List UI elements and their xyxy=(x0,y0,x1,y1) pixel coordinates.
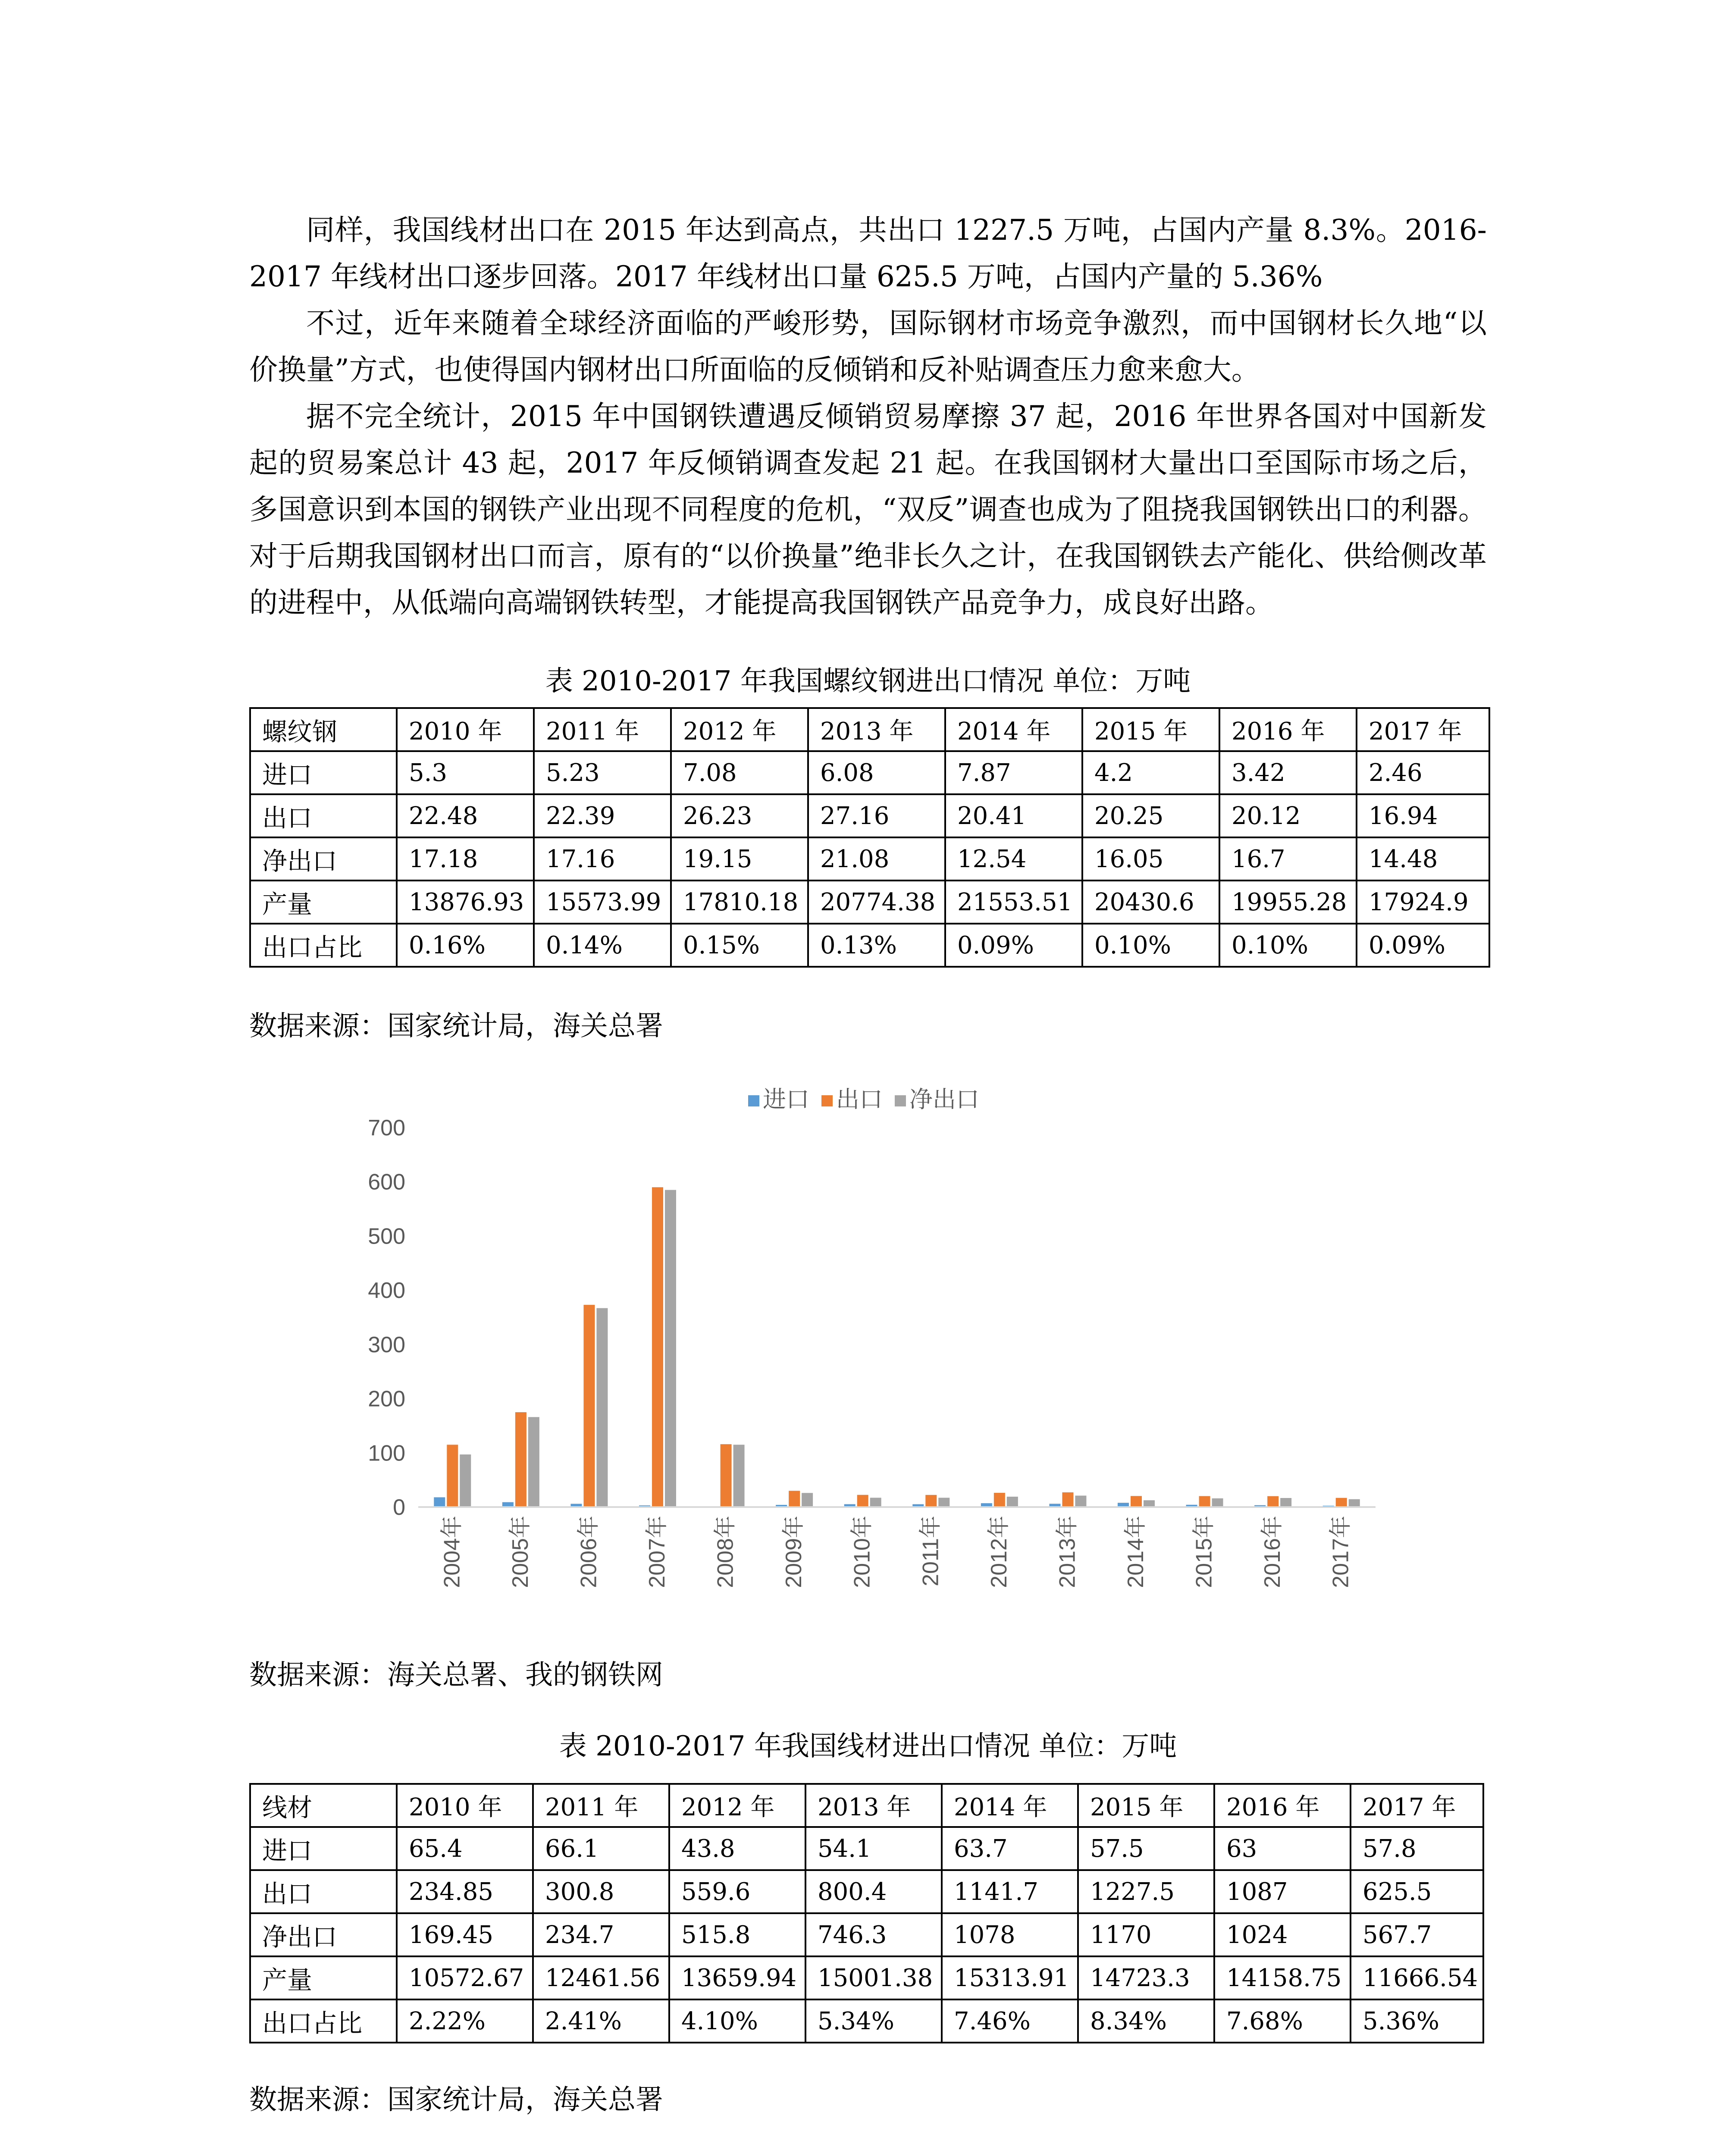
row-label-cell: 出口占比 xyxy=(250,1999,397,2043)
table1-caption: 表 2010-2017 年我国螺纹钢进出口情况 单位：万吨 xyxy=(545,665,1191,697)
bar-export xyxy=(1199,1496,1210,1507)
table-cell: 13876.93 xyxy=(397,881,534,924)
table-cell: 17924.9 xyxy=(1357,881,1489,924)
paragraph-trade-pressure: 不过，近年来随着全球经济面临的严峻形势，国际钢材市场竞争激烈，而中国钢材长久地“以价换量”方式，也使得国内钢材出口所面临的反倾销和反补贴调查压力愈来愈大。 xyxy=(249,307,1487,386)
table-cell: 14723.3 xyxy=(1078,1956,1214,1999)
y-tick-label: 100 xyxy=(368,1441,405,1466)
table-row xyxy=(250,1870,1483,1913)
row-label-cell: 净出口 xyxy=(250,1913,397,1956)
bar-net-export xyxy=(1212,1498,1223,1507)
table-cell: 7.46% xyxy=(942,1999,1078,2043)
table-cell: 63.7 xyxy=(942,1827,1078,1870)
table-cell: 169.45 xyxy=(397,1913,533,1956)
x-tick-label: 2014年 xyxy=(1123,1516,1148,1588)
row-label-cell: 净出口 xyxy=(250,837,397,881)
table-cell: 515.8 xyxy=(669,1913,805,1956)
table-cell: 7.87 xyxy=(945,751,1082,794)
table-row xyxy=(250,751,1489,794)
table-cell: 15313.91 xyxy=(942,1956,1078,1999)
x-tick-label: 2004年 xyxy=(439,1516,465,1588)
table-cell: 0.10% xyxy=(1219,924,1357,967)
table-cell: 21.08 xyxy=(808,837,945,881)
table-header-cell: 2013 年 xyxy=(805,1784,942,1827)
table-row xyxy=(250,1999,1483,2043)
bar-export xyxy=(1336,1498,1347,1507)
table-cell: 43.8 xyxy=(669,1827,805,1870)
y-tick-label: 400 xyxy=(368,1278,405,1304)
row-label-cell: 产量 xyxy=(250,881,397,924)
table-header-cell: 2017 年 xyxy=(1351,1784,1483,1827)
paragraph-wire-export: 同样，我国线材出口在 2015 年达到高点，共出口 1227.5 万吨，占国内产量 8.3%。2016-2017 年线材出口逐步回落。2017 年线材出口量 625.5 万吨，占国内产量的 5.36% xyxy=(249,213,1487,293)
table-cell: 57.8 xyxy=(1351,1827,1483,1870)
table-cell: 20.25 xyxy=(1082,794,1219,837)
table-cell: 0.14% xyxy=(534,924,671,967)
bar-import xyxy=(434,1497,445,1507)
table-cell: 17.18 xyxy=(397,837,534,881)
legend-swatch xyxy=(821,1095,833,1106)
table-cell: 65.4 xyxy=(397,1827,533,1870)
y-axis xyxy=(368,1116,405,1520)
table-cell: 4.2 xyxy=(1082,751,1219,794)
legend-swatch xyxy=(895,1095,906,1106)
table-cell: 567.7 xyxy=(1351,1913,1483,1956)
table-cell: 19.15 xyxy=(671,837,808,881)
y-tick-label: 600 xyxy=(368,1169,405,1195)
legend-swatch xyxy=(748,1095,759,1106)
table-cell: 0.13% xyxy=(808,924,945,967)
table-cell: 234.7 xyxy=(533,1913,669,1956)
bar-net-export xyxy=(938,1498,950,1507)
table-cell: 0.09% xyxy=(945,924,1082,967)
table-cell: 22.39 xyxy=(534,794,671,837)
table-cell: 6.08 xyxy=(808,751,945,794)
x-axis xyxy=(418,1507,1376,1588)
bar-net-export xyxy=(802,1493,813,1507)
table-row xyxy=(250,794,1489,837)
table-cell: 20430.6 xyxy=(1082,881,1219,924)
table-cell: 20.12 xyxy=(1219,794,1357,837)
bar-export xyxy=(652,1187,663,1507)
table-cell: 26.23 xyxy=(671,794,808,837)
bar-net-export xyxy=(1349,1499,1360,1507)
bar-export xyxy=(721,1444,732,1507)
table-cell: 16.94 xyxy=(1357,794,1489,837)
table-cell: 12461.56 xyxy=(533,1956,669,1999)
table-header-row xyxy=(250,708,1489,751)
table-cell: 54.1 xyxy=(805,1827,942,1870)
table2-source: 数据来源：国家统计局，海关总署 xyxy=(249,2084,663,2116)
bar-net-export xyxy=(1007,1497,1018,1507)
table-header-cell: 2010 年 xyxy=(397,708,534,751)
row-label-cell: 出口占比 xyxy=(250,924,397,967)
table-header-cell: 2010 年 xyxy=(397,1784,533,1827)
bar-export xyxy=(994,1493,1005,1507)
table-cell: 16.05 xyxy=(1082,837,1219,881)
y-tick-label: 300 xyxy=(368,1332,405,1357)
chart-source: 数据来源：海关总署、我的钢铁网 xyxy=(249,1659,663,1691)
row-label-cell: 进口 xyxy=(250,1827,397,1870)
row-label-cell: 出口 xyxy=(250,794,397,837)
table-cell: 5.36% xyxy=(1351,1999,1483,2043)
table-header-cell: 2011 年 xyxy=(534,708,671,751)
y-tick-label: 0 xyxy=(393,1495,405,1520)
x-tick-label: 2009年 xyxy=(781,1516,807,1588)
table-cell: 63 xyxy=(1214,1827,1351,1870)
table-cell: 15573.99 xyxy=(534,881,671,924)
table-cell: 5.3 xyxy=(397,751,534,794)
x-tick-label: 2008年 xyxy=(713,1516,738,1588)
x-tick-label: 2006年 xyxy=(576,1516,602,1588)
table-cell: 2.41% xyxy=(533,1999,669,2043)
table-cell: 300.8 xyxy=(533,1870,669,1913)
wire-trade-table xyxy=(249,1783,1484,2043)
table-cell: 625.5 xyxy=(1351,1870,1483,1913)
bar-export xyxy=(789,1491,800,1507)
bar-export xyxy=(583,1305,595,1507)
x-tick-label: 2016年 xyxy=(1260,1516,1285,1588)
row-label-cell: 出口 xyxy=(250,1870,397,1913)
x-tick-label: 2005年 xyxy=(508,1516,533,1588)
table-cell: 2.46 xyxy=(1357,751,1489,794)
table-row xyxy=(250,924,1489,967)
table-cell: 4.10% xyxy=(669,1999,805,2043)
table-header-cell: 2014 年 xyxy=(942,1784,1078,1827)
table-cell: 10572.67 xyxy=(397,1956,533,1999)
row-label-cell: 产量 xyxy=(250,1956,397,1999)
x-tick-label: 2011年 xyxy=(918,1516,943,1586)
table-cell: 13659.94 xyxy=(669,1956,805,1999)
table-cell: 22.48 xyxy=(397,794,534,837)
legend-label: 净出口 xyxy=(909,1087,979,1112)
bar-net-export xyxy=(528,1417,539,1507)
chart-legend xyxy=(748,1087,979,1112)
bar-net-export xyxy=(733,1445,745,1507)
bar-net-export xyxy=(1280,1498,1291,1507)
table-row xyxy=(250,881,1489,924)
table-header-cell: 2016 年 xyxy=(1214,1784,1351,1827)
table-cell: 20774.38 xyxy=(808,881,945,924)
bar-export xyxy=(1267,1496,1279,1507)
table-cell: 11666.54 xyxy=(1351,1956,1483,1999)
trade-bar-chart xyxy=(332,1074,1388,1643)
table-cell: 15001.38 xyxy=(805,1956,942,1999)
table-cell: 0.09% xyxy=(1357,924,1489,967)
x-tick-label: 2013年 xyxy=(1055,1516,1080,1588)
y-tick-label: 200 xyxy=(368,1386,405,1412)
bar-net-export xyxy=(665,1190,676,1507)
table-cell: 1227.5 xyxy=(1078,1870,1214,1913)
table-row xyxy=(250,1956,1483,1999)
y-tick-label: 700 xyxy=(368,1116,405,1141)
table-cell: 234.85 xyxy=(397,1870,533,1913)
table-cell: 5.23 xyxy=(534,751,671,794)
table-header-cell: 2012 年 xyxy=(669,1784,805,1827)
table-cell: 800.4 xyxy=(805,1870,942,1913)
table-cell: 21553.51 xyxy=(945,881,1082,924)
table-cell: 3.42 xyxy=(1219,751,1357,794)
y-tick-label: 500 xyxy=(368,1224,405,1249)
table-cell: 0.10% xyxy=(1082,924,1219,967)
table-cell: 746.3 xyxy=(805,1913,942,1956)
table-header-cell: 2016 年 xyxy=(1219,708,1357,751)
x-tick-label: 2012年 xyxy=(986,1516,1012,1588)
table-cell: 1141.7 xyxy=(942,1870,1078,1913)
table-cell: 0.15% xyxy=(671,924,808,967)
bar-export xyxy=(925,1495,937,1507)
table-cell: 17.16 xyxy=(534,837,671,881)
table-row xyxy=(250,1827,1483,1870)
bar-export xyxy=(1131,1496,1142,1507)
x-tick-label: 2007年 xyxy=(645,1516,670,1588)
bar-export xyxy=(1062,1492,1073,1507)
table1-source: 数据来源：国家统计局，海关总署 xyxy=(249,1010,663,1042)
paragraph-antidumping: 据不完全统计，2015 年中国钢铁遭遇反倾销贸易摩擦 37 起，2016 年世界各国对中国新发起的贸易案总计 43 起，2017 年反倾销调查发起 21 起。在我国钢材大量出口至国际市场之后，多国意识到本国的钢铁产业出现不同程度的危机，“双反”调查也成为了阻挠我国钢铁出口的利器。对于后期我国钢材出口而言，原有的“以价换量”绝非长久之计，在我国钢铁去产能化、供给侧改革的进程中，从低端向高端钢铁转型，才能提高我国钢铁产品竞争力，成良好出路。 xyxy=(249,400,1487,619)
table-cell: 27.16 xyxy=(808,794,945,837)
table-row xyxy=(250,837,1489,881)
bar-export xyxy=(447,1445,458,1507)
table-header-cell: 2013 年 xyxy=(808,708,945,751)
table-cell: 66.1 xyxy=(533,1827,669,1870)
table-cell: 1024 xyxy=(1214,1913,1351,1956)
table-cell: 7.68% xyxy=(1214,1999,1351,2043)
bar-net-export xyxy=(1144,1500,1155,1507)
x-tick-label: 2017年 xyxy=(1328,1516,1354,1588)
chart-bars xyxy=(434,1187,1360,1507)
table-cell: 8.34% xyxy=(1078,1999,1214,2043)
row-label-cell: 进口 xyxy=(250,751,397,794)
table-header-cell: 螺纹钢 xyxy=(250,708,397,751)
table-cell: 14.48 xyxy=(1357,837,1489,881)
table-cell: 19955.28 xyxy=(1219,881,1357,924)
table-cell: 16.7 xyxy=(1219,837,1357,881)
table-cell: 14158.75 xyxy=(1214,1956,1351,1999)
table-cell: 5.34% xyxy=(805,1999,942,2043)
table-cell: 1087 xyxy=(1214,1870,1351,1913)
bar-net-export xyxy=(1075,1495,1086,1507)
table-cell: 17810.18 xyxy=(671,881,808,924)
table-header-cell: 2015 年 xyxy=(1082,708,1219,751)
table-cell: 0.16% xyxy=(397,924,534,967)
legend-label: 进口 xyxy=(763,1087,809,1112)
table-header-cell: 2014 年 xyxy=(945,708,1082,751)
table-row xyxy=(250,1913,1483,1956)
table-cell: 1170 xyxy=(1078,1913,1214,1956)
table-cell: 12.54 xyxy=(945,837,1082,881)
bar-export xyxy=(857,1495,868,1507)
x-tick-label: 2010年 xyxy=(849,1516,875,1588)
table-cell: 559.6 xyxy=(669,1870,805,1913)
bar-net-export xyxy=(460,1454,471,1507)
bar-export xyxy=(515,1412,526,1507)
bar-net-export xyxy=(870,1498,881,1507)
table-cell: 20.41 xyxy=(945,794,1082,837)
table-cell: 2.22% xyxy=(397,1999,533,2043)
table-cell: 7.08 xyxy=(671,751,808,794)
table-header-cell: 2012 年 xyxy=(671,708,808,751)
legend-label: 出口 xyxy=(836,1087,883,1112)
x-tick-label: 2015年 xyxy=(1191,1516,1217,1588)
table-header-cell: 2017 年 xyxy=(1357,708,1489,751)
table-cell: 1078 xyxy=(942,1913,1078,1956)
table-header-cell: 2011 年 xyxy=(533,1784,669,1827)
table2-caption: 表 2010-2017 年我国线材进出口情况 单位：万吨 xyxy=(559,1730,1177,1762)
table-cell: 57.5 xyxy=(1078,1827,1214,1870)
table-header-cell: 2015 年 xyxy=(1078,1784,1214,1827)
table-header-row xyxy=(250,1784,1483,1827)
table-header-cell: 线材 xyxy=(250,1784,397,1827)
bar-net-export xyxy=(596,1308,608,1507)
rebar-trade-table xyxy=(249,707,1490,968)
